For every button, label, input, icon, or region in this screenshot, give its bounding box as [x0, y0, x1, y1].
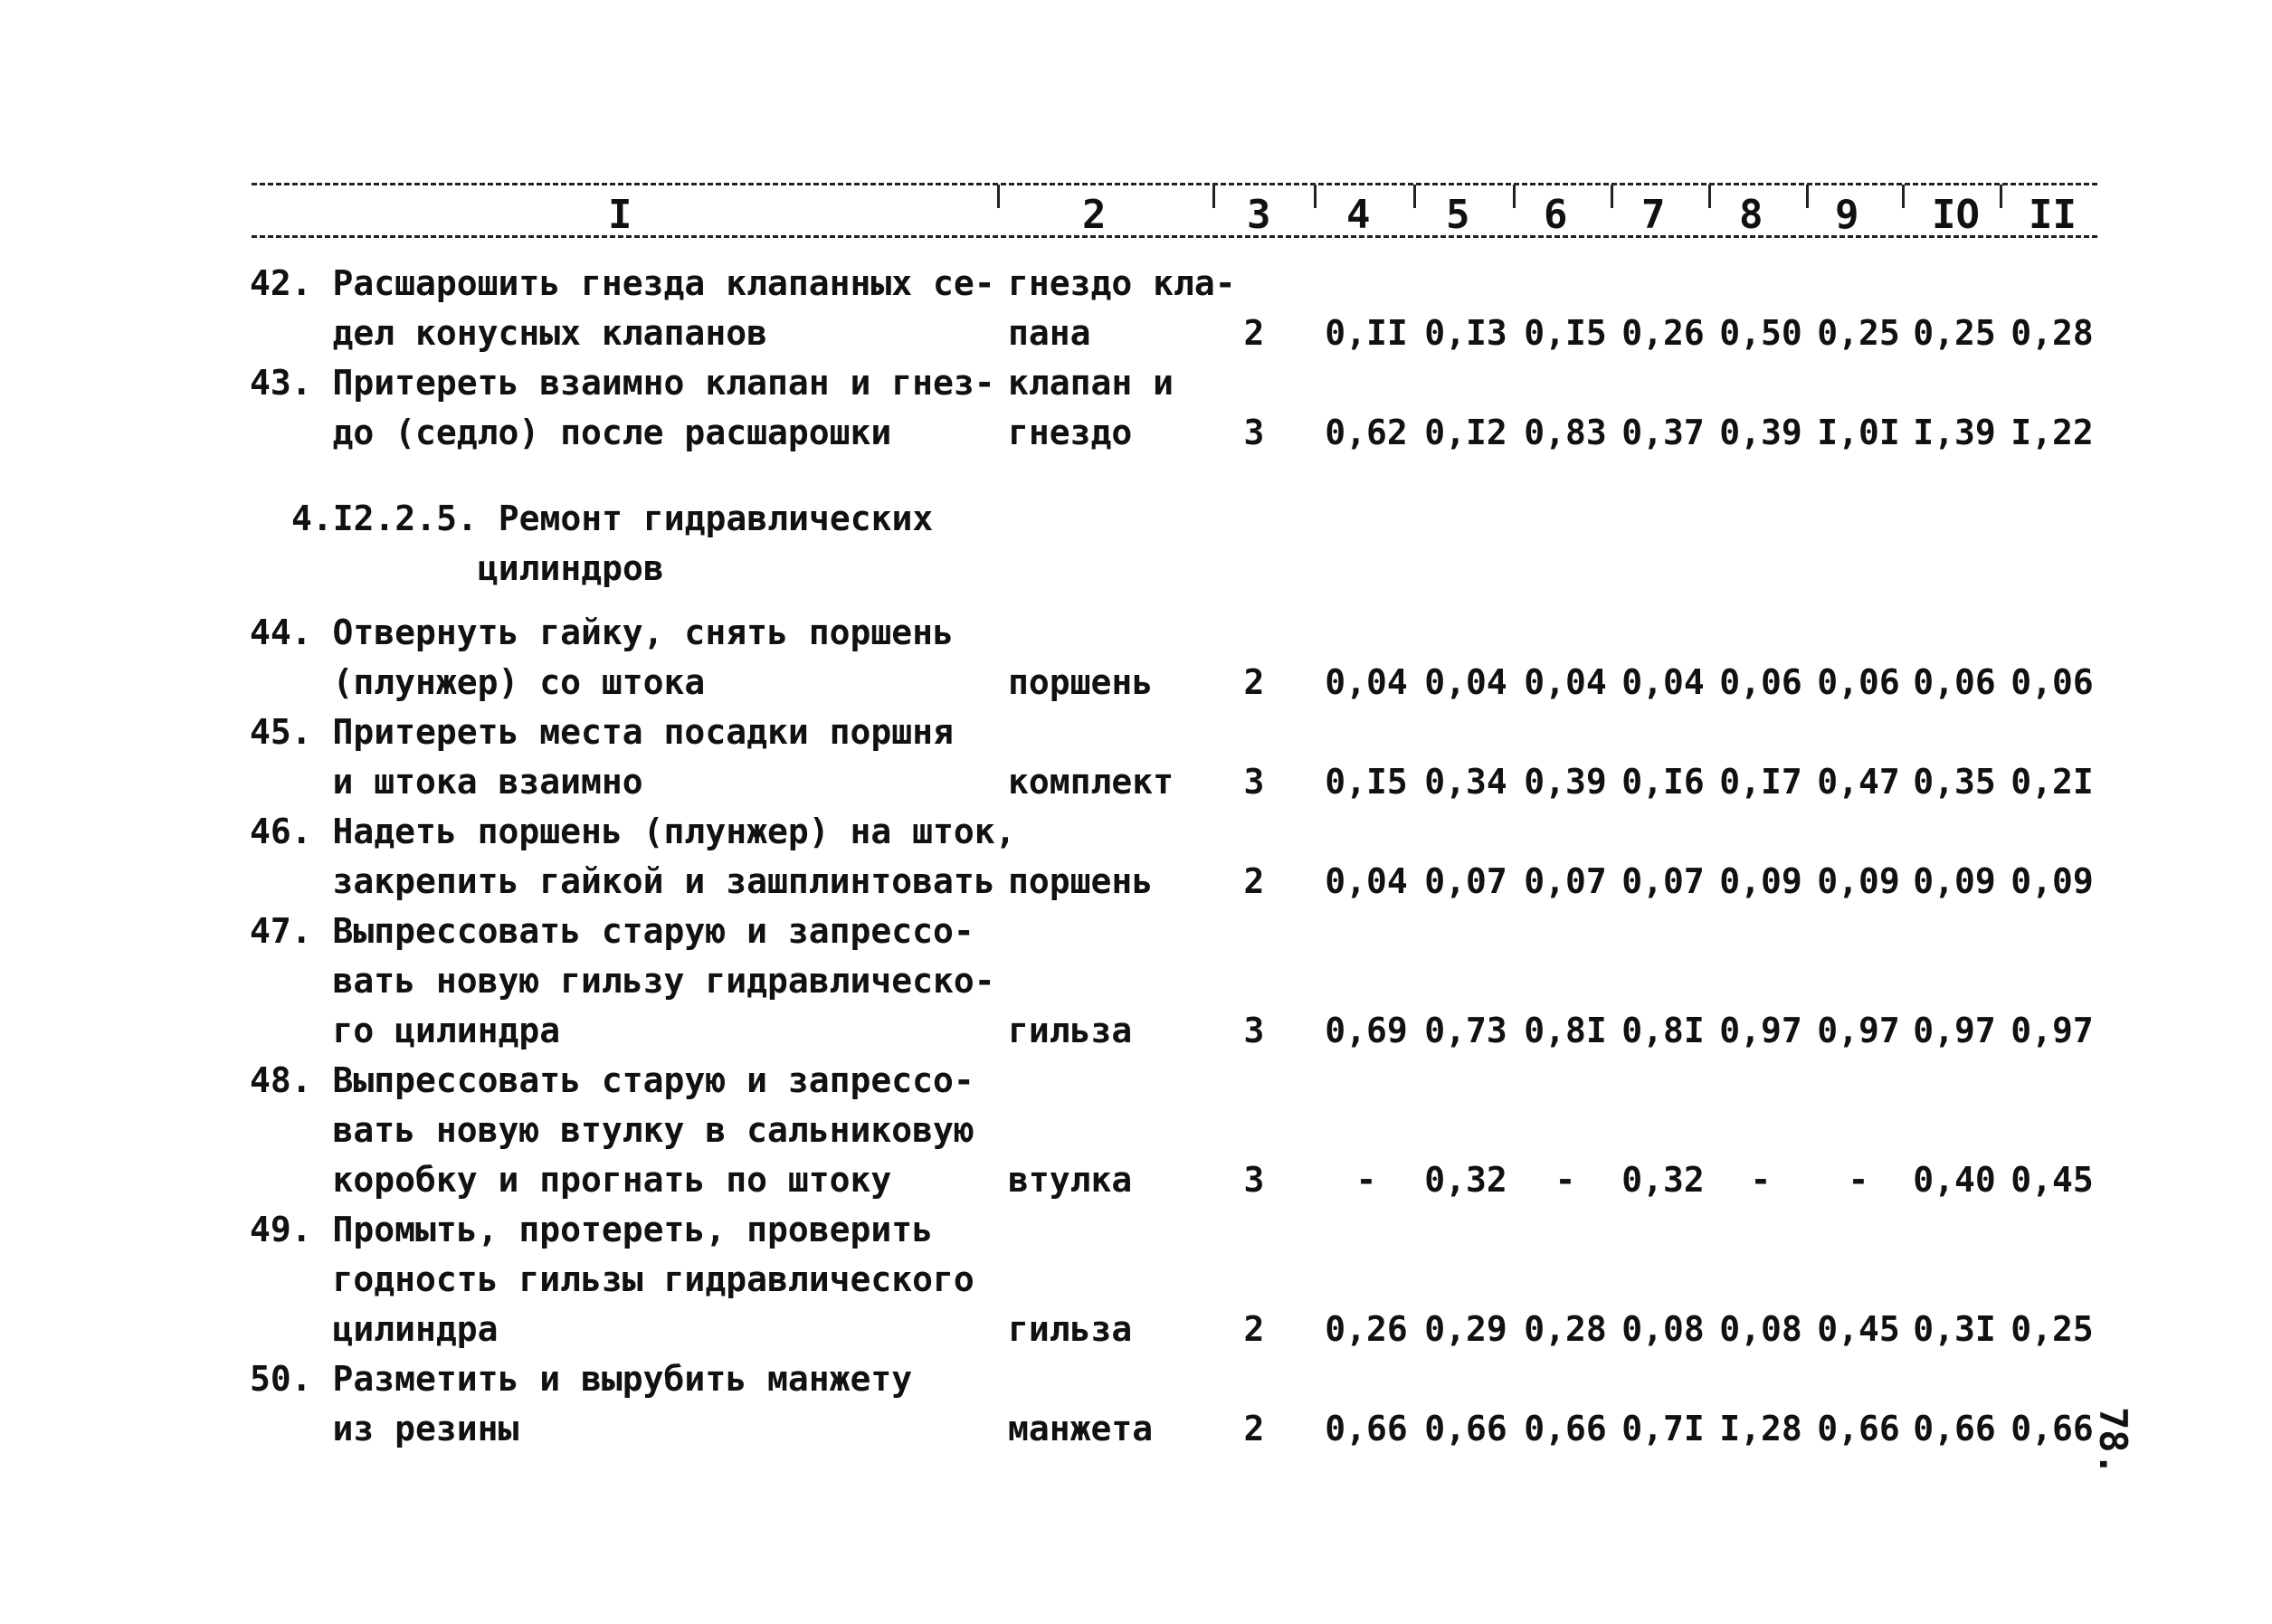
row-44-val-5: 0,04 — [1424, 662, 1507, 702]
row-45-val-10: 0,35 — [1913, 762, 1996, 802]
row-46-desc-line-2: закрепить гайкой и зашплинтовать — [250, 861, 995, 901]
row-45-val-9: 0,47 — [1817, 762, 1900, 802]
header-col-2: 2 — [1082, 192, 1107, 238]
row-47-val-8: 0,97 — [1719, 1011, 1802, 1050]
header-col-10: IO — [1932, 192, 1980, 238]
row-50-val-9: 0,66 — [1817, 1409, 1900, 1448]
row-45-val-8: 0,I7 — [1719, 762, 1802, 802]
header-separator — [1902, 185, 1905, 208]
row-46-val-5: 0,07 — [1424, 861, 1507, 901]
row-46-val-11: 0,09 — [2011, 861, 2094, 901]
row-48-desc-line-1: 48. Выпрессовать старую и запрессо- — [250, 1060, 974, 1100]
row-48-val-6: - — [1554, 1160, 1576, 1200]
row-46-val-6: 0,07 — [1524, 861, 1607, 901]
header-separator — [2000, 185, 2002, 208]
row-43-val-8: 0,39 — [1719, 413, 1802, 452]
row-43-category: 3 — [1243, 413, 1265, 452]
row-47-val-7: 0,8I — [1621, 1011, 1705, 1050]
row-44-unit: поршень — [1008, 662, 1154, 702]
row-48-val-5: 0,32 — [1424, 1160, 1507, 1200]
row-47-val-5: 0,73 — [1424, 1011, 1507, 1050]
row-46-category: 2 — [1243, 861, 1265, 901]
row-49-desc-line-3: цилиндра — [250, 1309, 499, 1349]
row-43-val-9: I,0I — [1817, 413, 1900, 452]
row-48-val-8: - — [1750, 1160, 1772, 1200]
row-50-unit: манжета — [1008, 1409, 1154, 1448]
row-44-val-10: 0,06 — [1913, 662, 1996, 702]
row-50-desc-line-2: из резины — [250, 1409, 519, 1448]
header-separator — [1513, 185, 1516, 208]
section-heading-line-2: цилиндров — [291, 548, 664, 588]
row-50-val-6: 0,66 — [1524, 1409, 1607, 1448]
row-46-val-10: 0,09 — [1913, 861, 1996, 901]
row-46-val-8: 0,09 — [1719, 861, 1802, 901]
row-43-val-10: I,39 — [1913, 413, 1996, 452]
row-50-val-7: 0,7I — [1621, 1409, 1705, 1448]
row-48-val-9: - — [1848, 1160, 1869, 1200]
row-47-val-9: 0,97 — [1817, 1011, 1900, 1050]
row-44-desc-line-2: (плунжер) со штока — [250, 662, 706, 702]
row-44-val-11: 0,06 — [2011, 662, 2094, 702]
header-col-9: 9 — [1835, 192, 1859, 238]
row-49-desc-line-1: 49. Промыть, протереть, проверить — [250, 1210, 933, 1249]
row-50-val-8: I,28 — [1719, 1409, 1802, 1448]
row-48-category: 3 — [1243, 1160, 1265, 1200]
row-45-category: 3 — [1243, 762, 1265, 802]
row-49-val-11: 0,25 — [2011, 1309, 2094, 1349]
row-44-val-6: 0,04 — [1524, 662, 1607, 702]
row-46-val-7: 0,07 — [1621, 861, 1705, 901]
row-42-val-4: 0,II — [1325, 313, 1408, 353]
row-50-desc-line-1: 50. Разметить и вырубить манжету — [250, 1359, 913, 1399]
row-45-desc-line-2: и штока взаимно — [250, 762, 643, 802]
row-43-unit-line-1: клапан и — [1008, 363, 1174, 403]
row-45-unit: комплект — [1008, 762, 1174, 802]
row-42-val-7: 0,26 — [1621, 313, 1705, 353]
row-48-unit: втулка — [1008, 1160, 1133, 1200]
row-43-val-4: 0,62 — [1325, 413, 1408, 452]
row-50-category: 2 — [1243, 1409, 1265, 1448]
row-47-desc-line-1: 47. Выпрессовать старую и запрессо- — [250, 911, 974, 951]
row-43-val-11: I,22 — [2011, 413, 2094, 452]
row-42-category: 2 — [1243, 313, 1265, 353]
header-separator — [997, 185, 1000, 208]
row-43-val-5: 0,I2 — [1424, 413, 1507, 452]
row-42-val-10: 0,25 — [1913, 313, 1996, 353]
row-42-unit-line-2: пана — [1008, 313, 1091, 353]
row-47-val-6: 0,8I — [1524, 1011, 1607, 1050]
row-48-val-7: 0,32 — [1621, 1160, 1705, 1200]
row-48-desc-line-3: коробку и прогнать по штоку — [250, 1160, 892, 1200]
row-42-val-11: 0,28 — [2011, 313, 2094, 353]
header-separator — [1212, 185, 1215, 208]
header-separator — [1314, 185, 1317, 208]
header-separator — [1413, 185, 1416, 208]
row-50-val-11: 0,66 — [2011, 1409, 2094, 1448]
row-42-desc-line-2: дел конусных клапанов — [250, 313, 767, 353]
row-49-unit: гильза — [1008, 1309, 1133, 1349]
row-49-val-6: 0,28 — [1524, 1309, 1607, 1349]
row-49-desc-line-2: годность гильзы гидравлического — [250, 1259, 974, 1299]
row-48-val-10: 0,40 — [1913, 1160, 1996, 1200]
header-top-rule — [252, 183, 2097, 185]
header-separator — [1611, 185, 1613, 208]
header-bottom-rule — [252, 235, 2097, 238]
row-43-val-6: 0,83 — [1524, 413, 1607, 452]
row-42-unit-line-1: гнездо кла- — [1008, 263, 1236, 303]
section-heading-line-1: 4.I2.2.5. Ремонт гидравлических — [291, 499, 934, 538]
header-col-6: 6 — [1544, 192, 1568, 238]
header-separator — [1708, 185, 1711, 208]
row-49-category: 2 — [1243, 1309, 1265, 1349]
header-col-4: 4 — [1346, 192, 1371, 238]
row-46-val-9: 0,09 — [1817, 861, 1900, 901]
row-48-val-4: - — [1355, 1160, 1377, 1200]
row-42-val-9: 0,25 — [1817, 313, 1900, 353]
row-47-val-11: 0,97 — [2011, 1011, 2094, 1050]
row-45-val-7: 0,I6 — [1621, 762, 1705, 802]
header-col-5: 5 — [1446, 192, 1470, 238]
row-47-unit: гильза — [1008, 1011, 1133, 1050]
row-47-category: 3 — [1243, 1011, 1265, 1050]
row-46-unit: поршень — [1008, 861, 1154, 901]
row-47-desc-line-2: вать новую гильзу гидравлическо- — [250, 961, 995, 1001]
header-col-7: 7 — [1641, 192, 1666, 238]
row-48-val-11: 0,45 — [2011, 1160, 2094, 1200]
row-49-val-4: 0,26 — [1325, 1309, 1408, 1349]
row-46-val-4: 0,04 — [1325, 861, 1408, 901]
row-43-val-7: 0,37 — [1621, 413, 1705, 452]
row-49-val-8: 0,08 — [1719, 1309, 1802, 1349]
row-49-val-7: 0,08 — [1621, 1309, 1705, 1349]
row-42-desc-line-1: 42. Расшарошить гнезда клапанных се- — [250, 263, 995, 303]
header-col-1: I — [608, 192, 632, 238]
row-42-val-8: 0,50 — [1719, 313, 1802, 353]
row-43-desc-line-1: 43. Притереть взаимно клапан и гнез- — [250, 363, 995, 403]
row-45-val-11: 0,2I — [2011, 762, 2094, 802]
header-col-8: 8 — [1739, 192, 1763, 238]
row-50-val-10: 0,66 — [1913, 1409, 1996, 1448]
row-44-val-7: 0,04 — [1621, 662, 1705, 702]
row-47-val-4: 0,69 — [1325, 1011, 1408, 1050]
header-col-11: II — [2029, 192, 2077, 238]
row-49-val-9: 0,45 — [1817, 1309, 1900, 1349]
header-col-3: 3 — [1247, 192, 1271, 238]
row-42-val-6: 0,I5 — [1524, 313, 1607, 353]
row-45-val-6: 0,39 — [1524, 762, 1607, 802]
row-49-val-10: 0,3I — [1913, 1309, 1996, 1349]
row-47-desc-line-3: го цилиндра — [250, 1011, 561, 1050]
row-43-desc-line-2: до (седло) после расшарошки — [250, 413, 892, 452]
row-45-val-4: 0,I5 — [1325, 762, 1408, 802]
header-separator — [1806, 185, 1809, 208]
row-50-val-4: 0,66 — [1325, 1409, 1408, 1448]
row-42-val-5: 0,I3 — [1424, 313, 1507, 353]
row-44-val-8: 0,06 — [1719, 662, 1802, 702]
row-48-desc-line-2: вать новую втулку в сальниковую — [250, 1110, 974, 1150]
row-46-desc-line-1: 46. Надеть поршень (плунжер) на шток, — [250, 812, 1016, 851]
page-number: 78. — [2091, 1407, 2135, 1476]
row-44-val-4: 0,04 — [1325, 662, 1408, 702]
row-49-val-5: 0,29 — [1424, 1309, 1507, 1349]
row-45-desc-line-1: 45. Притереть места посадки поршня — [250, 712, 954, 752]
row-44-val-9: 0,06 — [1817, 662, 1900, 702]
row-44-category: 2 — [1243, 662, 1265, 702]
row-50-val-5: 0,66 — [1424, 1409, 1507, 1448]
row-47-val-10: 0,97 — [1913, 1011, 1996, 1050]
row-43-unit-line-2: гнездо — [1008, 413, 1133, 452]
row-44-desc-line-1: 44. Отвернуть гайку, снять поршень — [250, 613, 954, 652]
row-45-val-5: 0,34 — [1424, 762, 1507, 802]
